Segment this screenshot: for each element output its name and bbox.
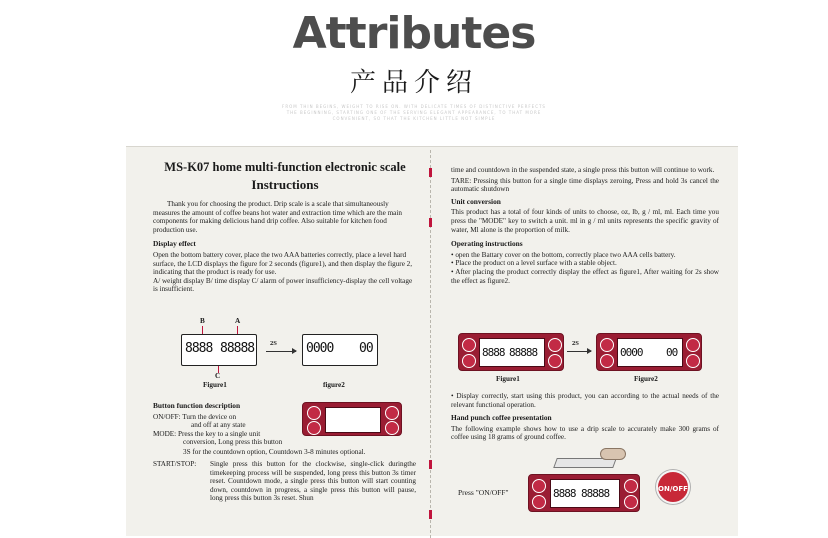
intro-text: Thank you for choosing the product. Drip scale is a scale that simultaneously measures the amount of coffee beans hot water and extraction time which are the main components for making delicious hand drip coffee. Also suitable for kitchen food production use. (153, 200, 402, 234)
panel-button-tl (307, 406, 321, 420)
panel-button (600, 338, 614, 352)
mode-desc: MODE: Press the key to a single unit (153, 429, 261, 438)
page-title: Attributes (292, 8, 536, 59)
startstop-desc-wrap (210, 460, 416, 505)
panel2-time-digits: 0000 (620, 346, 643, 359)
button-function-heading: Button function description (153, 401, 241, 410)
right-lower-text (451, 392, 719, 444)
panel-time-digits: 8888 (482, 346, 505, 359)
scale-panel-figure2 (596, 333, 702, 371)
continue-text: time and countdown in the suspended state, a single press this button will continue to work. (451, 166, 715, 174)
onoff-button[interactable]: ON/OFF (656, 470, 690, 504)
hand-illustration (600, 448, 626, 460)
panel-button (462, 338, 476, 352)
divider-red-mark (429, 460, 432, 469)
mode-desc-3: 3S for the countdown option, Countdown 3-8 minutes optional. (183, 448, 366, 456)
operating-step-2: • Place the product on a level surface with a stable object. (451, 259, 617, 268)
panel-button (548, 338, 562, 352)
panel-button (686, 338, 700, 352)
unit-text: This product has a total of four kinds of units to choose, oz, lb, g / ml, ml. Each time you press the "MODE" key to switch a unit. ml in g / ml units represents the specific gravity of water, Ml alone is the proportion of milk. (451, 208, 719, 234)
startstop-desc: Single press this button for the clockwise, single-click duringthe timekeeping process will be suspended, long press this button 3s timer reset. Countdown mode, a single press this button will start counting down, countdown in progress, a single press this button will pause, long press this button 3s reset. Shun (210, 460, 416, 503)
panel-button (548, 354, 562, 368)
lcd-weight-digits: 88888 (220, 341, 255, 356)
figure1-caption: Figure1 (203, 381, 227, 389)
demo-weight-digits: 88888 (581, 487, 610, 500)
page-divider (430, 150, 431, 538)
faint-tagline: FROM THIN BEGINS, WEIGHT TO RISE ON. WITH DELICATE TIMES OF DISTINCTIVE PERFECTS THE BEGINNING, STARTING ONE OF THE SERVING ELEGANT APPEARANCE, TO THAT MORE CONVENIENT, SO THAT THE KITCHEN LITTLE NOT SIMPLE (282, 104, 546, 121)
demo-time-digits: 8888 (553, 487, 576, 500)
startstop-label: START/STOP: (153, 460, 197, 468)
operating-step-3: • After placing the product correctly display the effect as figure1, After waiting for 2s show the effect as figure2. (451, 267, 719, 285)
panel-screen (617, 338, 683, 367)
label-c: C (215, 372, 221, 380)
right-figure2-caption: Figure2 (634, 375, 658, 383)
panel-weight-digits: 88888 (509, 346, 538, 359)
lcd2-time-digits: 0000 (306, 341, 334, 356)
right-arrow-label-2s: 2S (572, 340, 579, 347)
onoff-desc-2: and off at any state (191, 421, 246, 430)
manual-subtitle: Instructions (251, 177, 319, 192)
lcd2-weight-digits: 00 (359, 341, 373, 356)
unit-heading: Unit conversion (451, 196, 501, 206)
manual-title: MS-K07 home multi-function electronic scale (164, 160, 406, 174)
pointer-b (202, 326, 203, 334)
divider-red-mark (429, 510, 432, 519)
panel-screen (550, 479, 620, 508)
display-note: • Display correctly, start using this product, you can according to the actual needs of the relevant functional operation. (451, 392, 719, 409)
lcd-time-digits: 8888 (185, 341, 213, 356)
mode-desc-3-wrap (183, 448, 423, 459)
page-subtitle: 产品介绍 (349, 68, 478, 98)
press-onoff-label: Press "ON/OFF" (458, 488, 509, 497)
button-function-block (153, 398, 303, 447)
mode-desc-2: conversion, Long press this button (183, 438, 283, 447)
right-arrow (567, 351, 591, 352)
panel-button (600, 354, 614, 368)
lcd-figure1 (181, 334, 257, 366)
lcd-figure2 (302, 334, 378, 366)
operating-heading: Operating instructions (451, 239, 523, 249)
arrow-right (266, 351, 296, 352)
panel2-weight-digits: 00 (666, 346, 678, 359)
scale-panel-buttons (302, 402, 402, 436)
operating-step-1: • open the Battary cover on the bottom, correctly place two AAA cells battery. (451, 250, 676, 259)
label-b: B (200, 317, 205, 325)
scale-panel-demo (528, 474, 640, 512)
panel-button (686, 354, 700, 368)
panel-button-tr (385, 406, 399, 420)
tare-text: TARE: Pressing this button for a single time displays zeroing, Press and hold 3s cancel the automatic shutdown (451, 176, 719, 194)
figure2-caption: figure2 (323, 381, 345, 389)
panel-button (624, 495, 638, 509)
pointer-a (237, 326, 238, 334)
pour-text: The following example shows how to use a drip scale to accurately make 300 grams of coffee using 18 grams of ground coffee. (451, 424, 719, 442)
panel-screen-blank (325, 407, 381, 433)
display-effect-text: Open the bottom battery cover, place the two AAA batteries correctly, place a level hard surface, the LCD displays the figure for 2 seconds (figure1), and then display the figure 2, indicating that the product is ready for use. (153, 250, 413, 277)
panel-button-br (385, 421, 399, 435)
onoff-desc: ON/OFF: Turn the device on (153, 412, 237, 421)
scale-panel-figure1 (458, 333, 564, 371)
pour-heading: Hand punch coffee presentation (451, 413, 552, 423)
panel-button (532, 479, 546, 493)
left-text-block (153, 200, 416, 296)
right-text-block (451, 166, 719, 287)
panel-screen (479, 338, 545, 367)
arrow-label-2s: 2S (270, 340, 277, 347)
display-legend-text: A/ weight display B/ time display C/ alarm of power insufficiency-display the cell voltage is insufficient. (153, 276, 413, 294)
panel-button (462, 354, 476, 368)
panel-button (532, 495, 546, 509)
panel-button (624, 479, 638, 493)
label-a: A (235, 317, 241, 325)
divider-red-mark (429, 218, 432, 227)
startstop-label-wrap (153, 460, 201, 471)
panel-button-bl (307, 421, 321, 435)
right-figure1-caption: Figure1 (496, 375, 520, 383)
display-effect-heading: Display effect (153, 239, 196, 249)
